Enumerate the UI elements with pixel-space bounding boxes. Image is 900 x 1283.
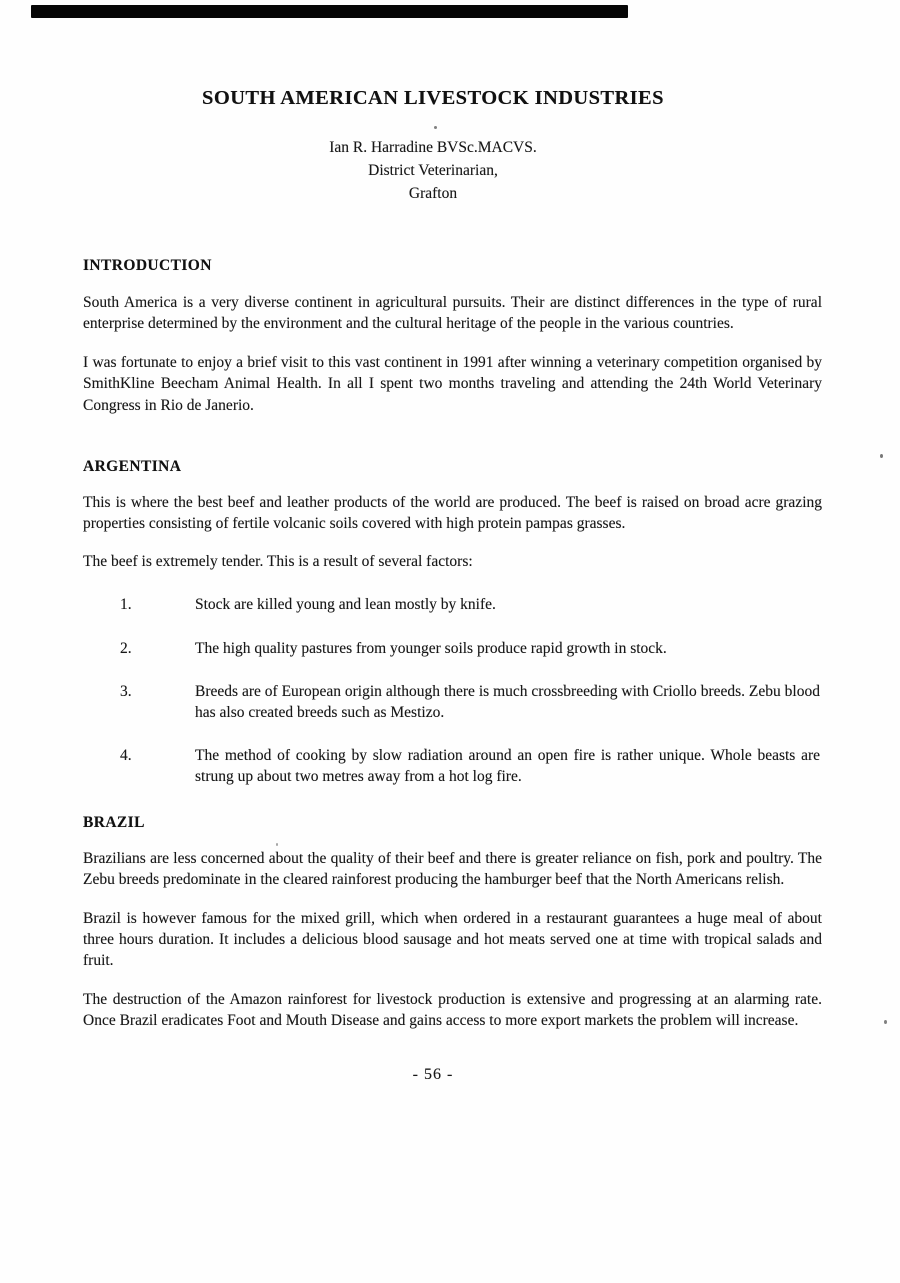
paragraph-argentina-1: This is where the best beef and leather products of the world are produced. The beef is raised on broad acre grazing properties consisting of fertile volcanic soils covered with high protein pampas grasses. (83, 494, 822, 533)
paragraph-argentina-2: The beef is extremely tender. This is a result of several factors: (83, 552, 473, 570)
page-title: SOUTH AMERICAN LIVESTOCK INDUSTRIES (202, 87, 664, 109)
list-item-text: Stock are killed young and lean mostly by knife. (195, 596, 496, 614)
paragraph-brazil-1: Brazilians are less concerned about the quality of their beef and there is greater reliance on fish, pork and poultry. The Zebu breeds predominate in the cleared rainforest producing the hamburger beef that the North Americans relish. (83, 849, 822, 889)
section-heading-argentina: ARGENTINA (83, 458, 182, 476)
paragraph-brazil-3: The destruction of the Amazon rainforest for livestock production is extensive and progressing at an alarming rate. Once Brazil eradicates Foot and Mouth Disease and gains access to more export markets the problem will increase. (83, 990, 822, 1030)
paragraph-introduction-1: South America is a very diverse continent in agricultural pursuits. Their are distinct differences in the type of rural enterprise determined by the environment and the cultural heritage of the people in the various countries. (83, 294, 822, 333)
section-heading-brazil: BRAZIL (83, 813, 145, 831)
scan-speck (880, 454, 883, 458)
scan-speck (884, 1020, 887, 1024)
list-item (0, 745, 900, 788)
list-item-text: The method of cooking by slow radiation around an open fire is rather unique. Whole beasts are strung up about two metres away from a hot log fire. (195, 746, 820, 786)
list-item-number: 2. (120, 639, 132, 657)
factors-list (0, 594, 900, 787)
list-item-number: 4. (120, 746, 132, 764)
scan-speck (276, 843, 278, 846)
list-item-text: Breeds are of European origin although there is much crossbreeding with Criollo breeds. Zebu blood has also created breeds such as Mestizo. (195, 683, 820, 722)
scan-speck (434, 126, 437, 129)
byline (0, 136, 866, 205)
list-item-number: 3. (120, 683, 132, 701)
byline-location: Grafton (408, 185, 458, 202)
list-item-text: The high quality pastures from younger soils produce rapid growth in stock. (195, 639, 667, 657)
byline-role: District Veterinarian, (368, 162, 498, 179)
scan-artifact-bar (31, 5, 628, 18)
paragraph-introduction-2: I was fortunate to enjoy a brief visit to this vast continent in 1991 after winning a veterinary competition organised by SmithKline Beecham Animal Health. In all I spent two months traveling and attending the 24th World Veterinary Congress in Rio de Janerio. (83, 353, 822, 414)
section-heading-introduction: INTRODUCTION (83, 257, 212, 274)
list-item (0, 638, 900, 659)
page-number: - 56 - (412, 1065, 454, 1083)
list-item-number: 1. (120, 596, 132, 614)
list-item (0, 681, 900, 724)
list-item (0, 594, 900, 615)
byline-author: Ian R. Harradine BVSc.MACVS. (329, 139, 537, 156)
paragraph-brazil-2: Brazil is however famous for the mixed grill, which when ordered in a restaurant guarantees a huge meal of about three hours duration. It includes a delicious blood sausage and hot meats served one at time with tropical salads and fruit. (83, 909, 822, 970)
